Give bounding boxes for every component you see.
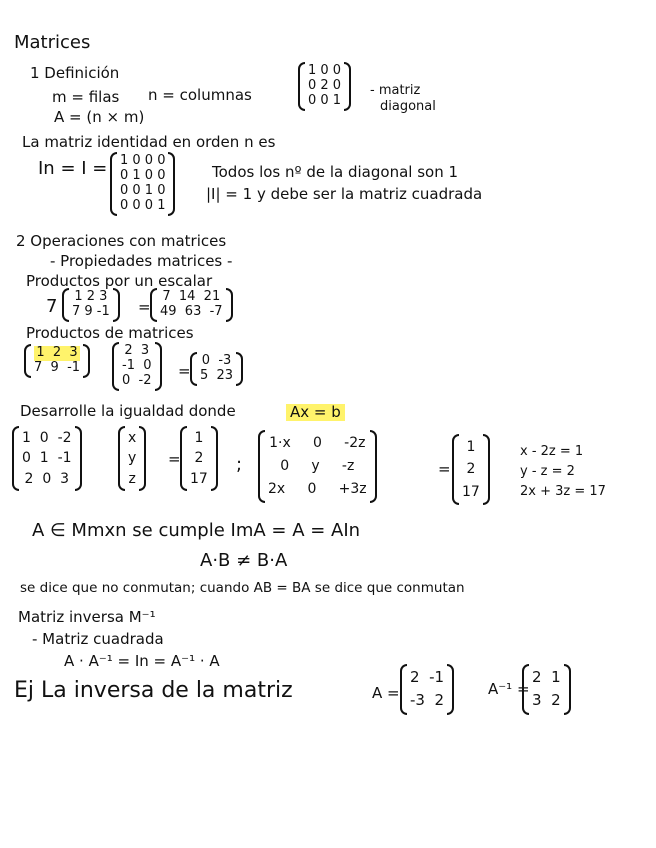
matrix-row: 0 0 1: [308, 92, 342, 108]
matrix-row: 2x 0 +3z: [268, 481, 367, 498]
develop-vector-x: [118, 426, 146, 491]
equation-line: 2x + 3z = 17: [520, 484, 606, 500]
develop-equals-1: =: [168, 450, 181, 468]
product-matrix-a: [24, 344, 90, 378]
example-inverse-label: A⁻¹ =: [488, 680, 530, 698]
scalar-result: [150, 288, 233, 322]
matrix-row: -1 0: [122, 357, 152, 373]
matrix-row: 17: [190, 470, 208, 487]
matrix-row: 0 2 0: [308, 77, 342, 93]
dimension-note: A = (n × m): [54, 108, 145, 126]
develop-vector-b2: [452, 434, 490, 505]
matrix-row: y: [128, 450, 137, 467]
example-inverse-matrix: [522, 664, 571, 715]
matrix-row-highlighted: 1 2 3: [34, 346, 80, 361]
identity-label: In = I =: [38, 158, 108, 179]
identity-note-2: |I| = 1 y debe ser la matriz cuadrada: [206, 185, 483, 203]
inverse-formula: A · A⁻¹ = In = A⁻¹ · A: [64, 652, 220, 670]
equation-line: x - 2z = 1: [520, 444, 584, 459]
develop-equals-2: =: [438, 460, 451, 478]
develop-vector-b: [180, 426, 218, 491]
matrix-row: 2 0 3: [24, 470, 70, 487]
example-matrix-a: [400, 664, 454, 715]
matrix-row: 0 1 0 0: [120, 167, 166, 183]
section-1-heading: 1 Definición: [30, 64, 120, 82]
filas-note: m = filas: [52, 88, 120, 106]
matrix-row: 2 -1: [410, 668, 445, 686]
example-text: Ej La inversa de la matriz: [14, 678, 293, 703]
product-equals: =: [178, 362, 191, 380]
commute-note: se dice que no conmutan; cuando AB = BA se dice que conmutan: [20, 580, 465, 596]
develop-separator: ;: [236, 454, 243, 475]
identity-property: A ∈ Mmxn se cumple ImA = A = AIn: [32, 520, 361, 541]
properties-note: - Propiedades matrices -: [50, 252, 233, 270]
scalar-matrix-a: [62, 288, 120, 322]
product-heading: Productos de matrices: [26, 324, 194, 342]
matrix-row: 2 1: [532, 668, 561, 686]
matrix-row: 1 0 -2: [22, 430, 72, 446]
matrix-row: 3 2: [532, 691, 561, 710]
matrix-row: 0 -3: [201, 353, 232, 368]
matrix-row: 1 0 0 0: [120, 153, 166, 168]
matrix-row: 2 3: [124, 343, 150, 358]
product-result: [190, 352, 243, 386]
matrix-row: 49 63 -7: [160, 303, 223, 319]
page-title: Matrices: [14, 32, 91, 53]
matrix-row: 1 0 0: [308, 63, 342, 78]
inverse-heading: Matriz inversa M⁻¹: [18, 608, 156, 626]
develop-matrix-a: [12, 426, 82, 491]
develop-heading: Desarrolle la igualdad donde: [20, 402, 236, 420]
matrix-row: x: [128, 430, 137, 446]
matrix-row: 0 y -z: [280, 458, 355, 475]
section-2-heading: 2 Operaciones con matrices: [16, 232, 227, 250]
example-a-label: A =: [372, 684, 400, 702]
develop-system: [520, 442, 630, 502]
matrix-row: 1·x 0 -2z: [269, 435, 366, 451]
matrix-row: 7 14 21: [162, 289, 221, 304]
matrix-row: 1: [194, 430, 204, 446]
matrix-row: 1 2 3: [74, 289, 108, 304]
identity-note-1: Todos los nº de la diagonal son 1: [212, 163, 459, 181]
scalar-k: 7: [46, 296, 58, 317]
scalar-equals: =: [138, 298, 151, 316]
develop-highlight: Ax = b: [286, 404, 345, 421]
matrix-row: 0 -2: [122, 372, 152, 388]
matrix-row: 7 9 -1: [34, 359, 81, 375]
matrix-row: 17: [462, 483, 480, 500]
columnas-note: n = columnas: [148, 86, 252, 104]
matrix-row: z: [128, 470, 136, 487]
matrix-row: 5 23: [200, 367, 234, 383]
matrix-row: 7 9 -1: [72, 303, 110, 319]
develop-expanded-matrix: [258, 430, 377, 503]
matrix-row: 2: [194, 450, 204, 467]
matrix-row: -3 2: [410, 691, 445, 710]
matrix-row: 2: [466, 461, 476, 478]
scalar-heading: Productos por un escalar: [26, 272, 213, 290]
non-commutative-note: A·B ≠ B·A: [200, 550, 288, 571]
matrix-row: 1: [466, 439, 476, 455]
matrix-row: 0 0 0 1: [120, 197, 166, 213]
matrix-row: 0 1 -1: [22, 450, 72, 467]
identity-intro: La matriz identidad en orden n es: [22, 133, 276, 151]
product-matrix-b: [112, 342, 162, 391]
diagonal-label-2: diagonal: [380, 99, 436, 114]
equation-line: y - z = 2: [520, 464, 575, 480]
diagonal-matrix: [298, 62, 351, 111]
matrix-row: 0 0 1 0: [120, 182, 166, 198]
inverse-condition: - Matriz cuadrada: [32, 630, 164, 648]
diagonal-label-1: - matriz: [370, 83, 421, 98]
identity-matrix: [110, 152, 175, 216]
